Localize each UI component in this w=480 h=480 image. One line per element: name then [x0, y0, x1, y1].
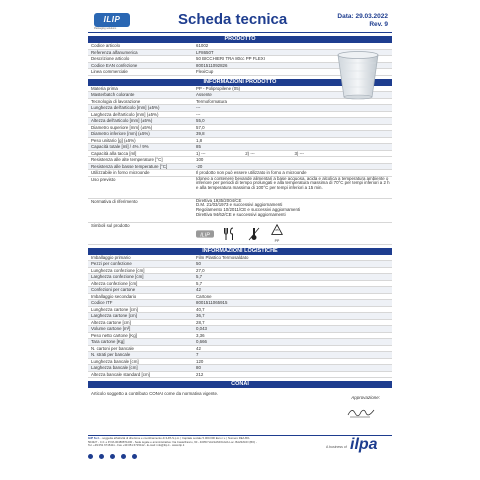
row-key: Uso previsto: [91, 176, 116, 182]
norm-row: [88, 199, 392, 223]
instagram-icon[interactable]: [121, 454, 126, 459]
row-key: Imballaggio primario: [91, 254, 131, 260]
row-key: Lunghezza bancale [cm]: [91, 358, 139, 364]
recycle-pp-label: PP: [274, 238, 280, 243]
section-bar-logistica: INFORMAZIONI LOGISTICHE: [88, 248, 392, 255]
row-key: Larghezza cartone [cm]: [91, 313, 137, 318]
row-value: 39,8: [196, 131, 205, 136]
youtube-icon[interactable]: [132, 454, 137, 459]
info-rows-2: [88, 157, 392, 177]
svg-text:ILIP: ILIP: [200, 231, 210, 238]
row-key: Simboli sul prodotto: [91, 222, 130, 228]
row-key: Altezza dell'articolo [mm] (±5%): [91, 118, 153, 123]
section-bar-info: INFORMAZIONI PRODOTTO: [88, 79, 392, 86]
row-value: 5,7: [196, 274, 203, 279]
capacity-2: 2) ---: [245, 150, 255, 156]
section-info: [88, 86, 392, 245]
row-value: 50 BICCHIERI TRA 80cc PP FLEXI: [196, 56, 265, 61]
row-key: Larghezza confezione [cm]: [91, 274, 144, 279]
ilip-mark-icon: [196, 229, 214, 239]
header-rule: [88, 32, 392, 33]
row-value: 80: [196, 365, 201, 370]
section-conai: [88, 388, 392, 399]
row-value: [196, 151, 392, 157]
row-key: N. cartoni per bancale: [91, 345, 134, 351]
row-key: Pezzi per confezione: [91, 261, 132, 266]
row-value: 61002: [196, 43, 209, 48]
row-value: 212: [196, 371, 204, 377]
row-key: Normativa di riferimento: [91, 198, 138, 204]
row-key: Resistenza alle alte temperature [°C]: [91, 157, 163, 162]
row-key: Capacità totale [ml] / 4% / 9%: [91, 144, 149, 149]
row-key: Altezza cartone [cm]: [91, 319, 131, 325]
approval-label: Approvazione:: [351, 395, 380, 400]
row-value: -20: [196, 163, 203, 169]
row-value: Assente: [196, 92, 212, 97]
row-key: Altezza confezione [cm]: [91, 280, 138, 286]
recycle-number: 05: [275, 228, 279, 232]
section-prodotto: [88, 43, 392, 76]
row-key: Peso netto cartone [Kg]: [91, 332, 137, 338]
facebook-icon[interactable]: [99, 454, 104, 459]
conai-text: Articolo soggetto a contributo CONAI come da normativa vigente.: [91, 391, 219, 396]
logistica-rows: [88, 255, 392, 379]
food-contact-icon: [222, 226, 238, 242]
row-value: 28,7: [196, 319, 205, 325]
row-value: 55,0: [196, 118, 205, 123]
row-value: Film Plastico Termosaldato: [196, 254, 249, 260]
row-value: ---: [196, 111, 201, 117]
row-key: Volume cartone [m³]: [91, 326, 131, 331]
row-key: Codice ITF: [91, 300, 113, 305]
header: [74, 8, 406, 34]
row-value: 5,7: [196, 280, 203, 286]
date-rev: [337, 13, 388, 29]
ilip-logo: ILIP: [94, 13, 130, 27]
section-logistica: [88, 255, 392, 379]
row-key: Altezza bancale standard [cm]: [91, 371, 150, 377]
row-key: Larghezza bancale [cm]: [91, 365, 138, 370]
row-value: 40,7: [196, 306, 205, 312]
date-text: Data: 29.03.2022: [337, 13, 388, 20]
row-value: 42: [196, 287, 201, 292]
row-value: ---: [196, 105, 201, 110]
row-value: FlexiCup: [196, 69, 214, 74]
row-key: Imballaggio secondario: [91, 293, 137, 299]
row-key: Codice articolo: [91, 43, 121, 48]
signature-image: [346, 405, 376, 419]
row-key: Descrizione articolo: [91, 56, 130, 61]
row-key: Masterbatch colorante: [91, 92, 135, 97]
norm-line: Direttiva 1935/2004/CE: [196, 197, 242, 203]
row-value: 85: [196, 144, 201, 149]
uso-row: [88, 177, 392, 199]
footer-body: - soggetta all'attività di direzione e coordinamento di ILPA S.p.A. | Capitale sociale 5.000.000 Euro i.v. | Numero REA BO-504327 - C.F. e P.IVA 00486871200 - Sede legale e amministrativa: Via Castelfranco, 60 - 40053 VALSAMOGGIA Loc. BAZZANO (BO) - Tel. +39 051 6715411 - Fax +39 051 6715412 - E-mail: info@ilip.it - www.ilip.it: [88, 436, 257, 448]
norm-line: Direttiva 94/62/CE e successivi aggiornamenti: [196, 212, 286, 218]
footer-company: ILIP S.r.l.: [88, 436, 100, 440]
web-icon[interactable]: [88, 454, 93, 459]
row-key: Tecnologia di lavorazione: [91, 98, 141, 104]
row-key: Materia prima: [91, 85, 118, 91]
document-title: Scheda tecnica: [178, 11, 288, 28]
cup-image: [330, 45, 386, 101]
capacity-1: 1) ---: [196, 150, 206, 156]
row-key: Diametro inferiore [mm] (±5%): [91, 131, 150, 136]
row-key: Lunghezza cartone [cm]: [91, 306, 138, 312]
row-value: 0,043: [196, 326, 207, 331]
row-value: 8001511065915: [196, 300, 228, 305]
footer-text: [88, 437, 258, 448]
row-value: 7: [196, 352, 199, 357]
datasheet-page: [74, 8, 406, 476]
row-value: 57,0: [196, 124, 205, 130]
row-key: Tara cartone [Kg]: [91, 339, 125, 344]
row-value: 100: [196, 157, 204, 162]
row-key: Diametro superiore [mm] (±5%): [91, 124, 153, 130]
row-value: [196, 199, 392, 222]
business-of-label: A business of: [326, 445, 347, 449]
row-value: Idoneo a contenere bevande alimentari a base acquosa, acida e alcolica a temperatura ambiente o inferiore per periodi di tempo prolungati e alla temperatura massima di 70°C per tempi inferiori a 2 h e alla temperatura massima di 100°C per tempi inferiori a 15 min.: [196, 175, 390, 191]
row-key: Resistenza alle basse temperature [°C]: [91, 163, 168, 169]
row-key: Confezioni per cartone: [91, 287, 136, 292]
row-value: 8001511092826: [196, 62, 228, 68]
footer-social-icons: [88, 454, 137, 459]
row-value: Termoformatura: [196, 98, 227, 104]
row-key: Larghezza dell'articolo [mm] (±5%): [91, 111, 159, 117]
row-value: 120: [196, 358, 204, 364]
row-value: 1,8: [196, 137, 203, 143]
row-value: 42: [196, 345, 201, 351]
section-bar-prodotto: PRODOTTO: [88, 36, 392, 43]
row-key: Utilizzabile in forno microonde: [91, 170, 150, 175]
row-value: PP - Polipropilene (05): [196, 85, 241, 91]
row-key: N. strati per bancale: [91, 352, 131, 357]
recycle-pp-icon: [270, 223, 284, 244]
logo-subtitle: Packaging solutions: [94, 27, 117, 30]
norm-line: D.M. 21/03/1973 e successivi aggiornamenti: [196, 202, 283, 208]
row-key: Codice EAN confezione: [91, 62, 138, 68]
row-key: Linea commerciale: [91, 69, 128, 74]
row-value: 27,0: [196, 267, 205, 273]
row-value: Cartone: [196, 293, 212, 299]
row-value: 3,36: [196, 332, 205, 338]
ilpa-logo: ilpa: [350, 436, 378, 453]
row-value: 50: [196, 261, 201, 266]
rev-text: Rev. 9: [369, 21, 388, 28]
linkedin-icon[interactable]: [110, 454, 115, 459]
row-value: 0,666: [196, 339, 207, 344]
row-key: Peso unitario [g] (±5%): [91, 137, 136, 143]
section-bar-conai: CONAI: [88, 381, 392, 388]
row-key: Lunghezza dell'articolo [mm] (±5%): [91, 105, 160, 110]
capacity-3: 3) ---: [294, 150, 304, 156]
thermometer-icon: [246, 226, 262, 242]
symbols-list: [196, 223, 392, 245]
row-value: 36,7: [196, 313, 205, 318]
norm-line: Regolamento 10/2011/CE e successivi aggiornamenti: [196, 207, 301, 213]
row-key: Referenza alfanumerica: [91, 49, 138, 55]
row-key: Capacità alla tacca [ml]: [91, 150, 137, 156]
row-value: LF8650T: [196, 49, 214, 55]
symbols-row: [88, 223, 392, 245]
row-key: Lunghezza confezione [cm]: [91, 267, 145, 273]
row-value: Il prodotto non può essere utilizzato in forno a microonde: [196, 170, 307, 175]
